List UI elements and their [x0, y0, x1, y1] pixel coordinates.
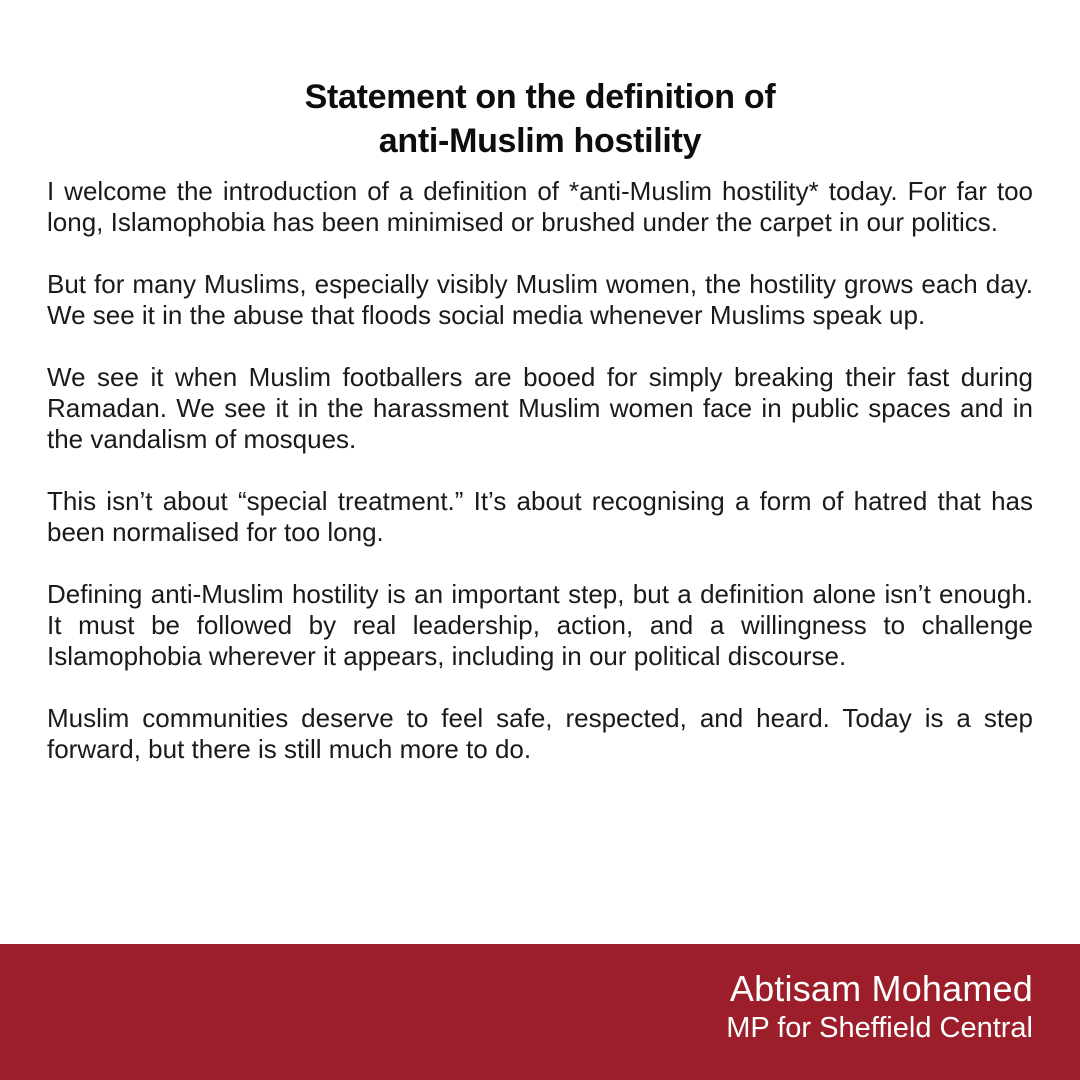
paragraph-welcome: I welcome the introduction of a definition of *anti-Muslim hostility* today. For far too long, Islamophobia has been minimised or brushed under the carpet in our politics. [47, 176, 1033, 237]
statement-body [47, 176, 1033, 796]
paragraph-definition-step: Defining anti-Muslim hostility is an important step, but a definition alone isn’t enough. It must be followed by real leadership, action, and a willingness to challenge Islamophobia wherever it appears, including in our political discourse. [47, 579, 1033, 671]
paragraph-examples: We see it when Muslim footballers are booed for simply breaking their fast during Ramadan. We see it in the harassment Muslim women face in public spaces and in the vandalism of mosques. [47, 362, 1033, 454]
title-line-2: anti-Muslim hostility [378, 121, 702, 160]
paragraph-conclusion: Muslim communities deserve to feel safe, respected, and heard. Today is a step forward, but there is still much more to do. [47, 703, 1033, 764]
paragraph-hostility-grows: But for many Muslims, especially visibly Muslim women, the hostility grows each day. We see it in the abuse that floods social media whenever Muslims speak up. [47, 269, 1033, 330]
paragraph-special-treatment: This isn’t about “special treatment.” It’s about recognising a form of hatred that has been normalised for too long. [47, 486, 1033, 547]
statement-title [0, 75, 1080, 163]
signatory-role: MP for Sheffield Central [726, 1012, 1033, 1044]
title-line-1: Statement on the definition of [304, 77, 776, 116]
signatory-name: Abtisam Mohamed [729, 968, 1033, 1009]
signature-banner [0, 944, 1080, 1080]
